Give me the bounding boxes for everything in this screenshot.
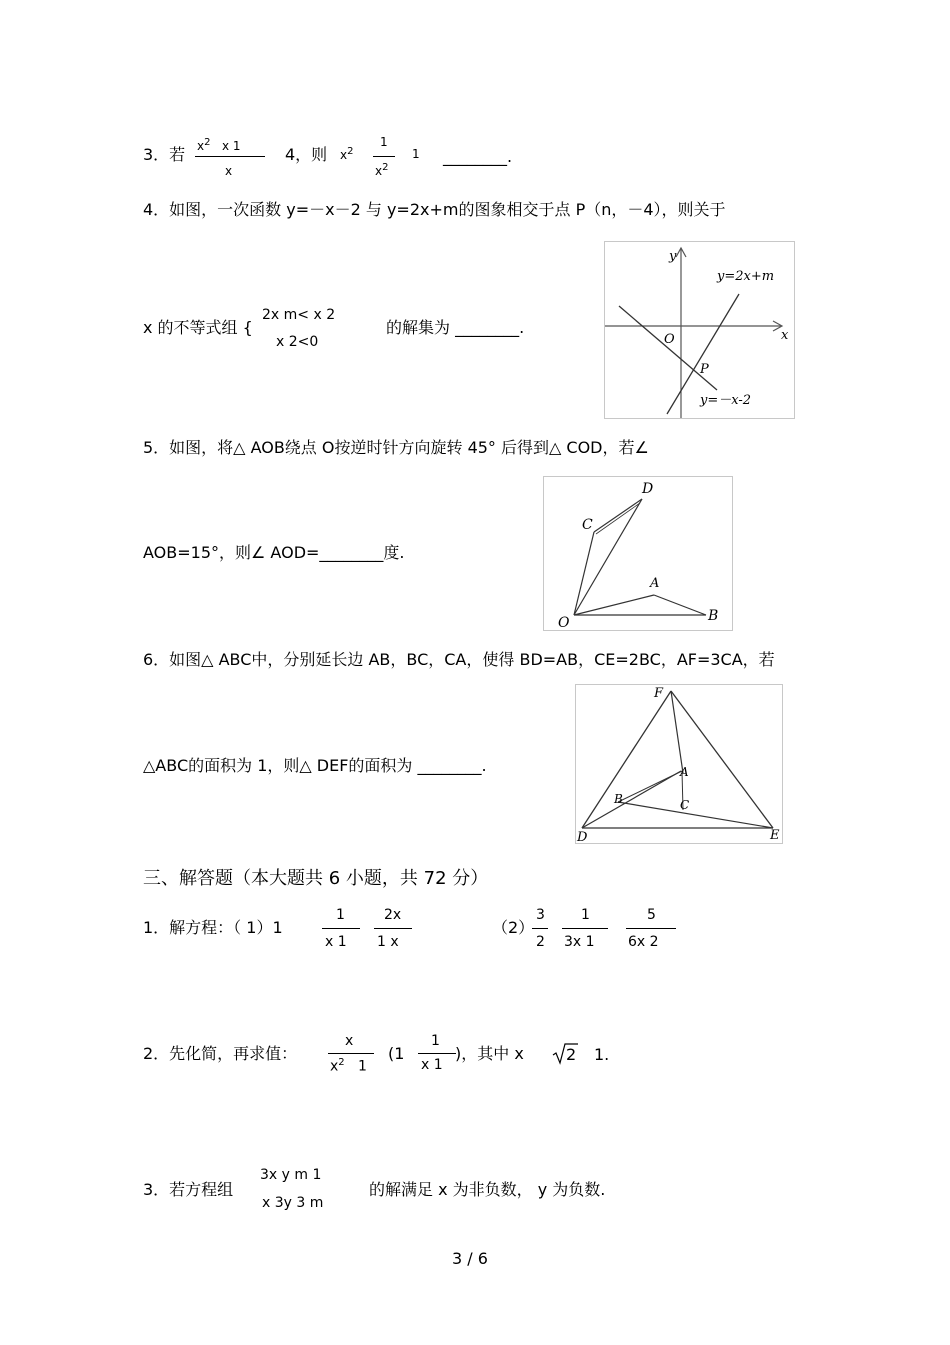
- p1-part2: （2）: [492, 918, 535, 937]
- p1-g3-bar: [626, 928, 676, 929]
- segment-ba: [618, 771, 682, 802]
- p2-f2-denominator: x 1: [421, 1057, 443, 1073]
- label-d: D: [642, 481, 654, 497]
- label-b: B: [708, 608, 719, 624]
- line-y-neg-x-2: [619, 306, 717, 390]
- label-e: E: [770, 828, 780, 843]
- p1-g2-denominator: 3x 1: [564, 934, 595, 950]
- segment-da: [582, 771, 681, 828]
- p1-f1-numerator: 1: [336, 907, 345, 923]
- p2-end: 1.: [594, 1045, 610, 1064]
- label-d: D: [577, 830, 588, 843]
- q4-line1: 4．如图，一次函数 y=－x－2 与 y=2x+m的图象相交于点 P（n，－4），则关于: [143, 200, 726, 219]
- label-o: O: [558, 615, 570, 630]
- section-heading: 三、解答题（本大题共 6 小题，共 72 分）: [143, 868, 489, 889]
- q3-x-squared: $x^2$: [340, 146, 354, 162]
- origin-label: O: [664, 332, 675, 347]
- p1-g1-bar: [532, 928, 548, 929]
- p3-number: 3．若方程组: [143, 1180, 234, 1199]
- segment-df: [582, 691, 671, 828]
- label-b: B: [614, 792, 623, 806]
- p1-f2-bar: [374, 928, 412, 929]
- p1-g3-numerator: 5: [647, 907, 656, 923]
- q3-frac2-numerator: 1: [380, 135, 388, 149]
- q4-graph-figure: [604, 241, 795, 419]
- p1-f2-denominator: 1 x: [377, 934, 399, 950]
- q4-suffix: 的解集为 ________.: [386, 318, 525, 337]
- p2-tail: )，其中 x: [455, 1044, 524, 1063]
- segment-cd-inner: [596, 503, 640, 534]
- q3-number: 3．若: [143, 145, 186, 164]
- line1-label: y=2x+m: [717, 269, 775, 284]
- q5-line2: AOB=15°，则∠ AOD=________度.: [143, 543, 405, 562]
- label-c: C: [582, 517, 593, 533]
- p2-f2-bar: [418, 1053, 456, 1054]
- p1-g1-numerator: 3: [536, 907, 545, 923]
- q3-frac1-bar: [195, 156, 265, 157]
- q5-line1: 5．如图，将△ AOB绕点 O按逆时针方向旋转 45° 后得到△ COD，若∠: [143, 438, 649, 457]
- p1-g2-numerator: 1: [581, 907, 590, 923]
- label-f: F: [654, 686, 664, 701]
- p2-f1-numerator: x: [345, 1033, 354, 1049]
- p2-paren-open: (1: [388, 1044, 405, 1063]
- q3-frac1-denominator: x: [225, 164, 233, 178]
- x-axis-label: x: [781, 328, 789, 343]
- p2-sqrt-radicand: 2: [566, 1045, 577, 1064]
- p1-f2-numerator: 2x: [384, 907, 402, 923]
- p2-f1-bar: [328, 1053, 374, 1054]
- p1-f1-bar: [322, 928, 360, 929]
- p1-g2-bar: [562, 928, 608, 929]
- y-axis-label: y: [669, 249, 677, 264]
- q3-frac2-bar: [373, 156, 395, 157]
- p3-system-row2: x 3y 3 m: [262, 1195, 324, 1211]
- q4-prefix: x 的不等式组 {: [143, 318, 253, 337]
- q3-frac2-denominator: $x^2$: [375, 162, 389, 178]
- q6-triangle-figure: [575, 684, 783, 844]
- segment-oc: [574, 532, 594, 615]
- q5-rotation-figure: [543, 476, 733, 631]
- p1-g3-denominator: 6x 2: [628, 934, 659, 950]
- p3-tail: 的解满足 x 为非负数， y 为负数.: [369, 1180, 606, 1199]
- p1-f1-denominator: x 1: [325, 934, 347, 950]
- label-a: A: [650, 576, 660, 591]
- q6-line1: 6．如图△ ABC中，分别延长边 AB，BC，CA，使得 BD=AB，CE=2BC，AF=3CA，若: [143, 650, 775, 669]
- point-p-label: P: [700, 362, 709, 377]
- line2-label: y=－x-2: [700, 393, 752, 408]
- label-c: C: [680, 798, 690, 812]
- segment-oa: [574, 595, 654, 615]
- q4-system-row1: 2x m< x 2: [262, 307, 336, 323]
- p2-f1-denominator: $x^2$ 1: [330, 1057, 367, 1075]
- q3-one: 1: [412, 147, 420, 161]
- p1-number: 1．解方程：（ 1）1: [143, 918, 283, 937]
- page-number: 3 / 6: [452, 1249, 488, 1268]
- segment-cd: [594, 499, 642, 532]
- q6-line2: △ABC的面积为 1，则△ DEF的面积为 ________.: [143, 756, 487, 775]
- segment-fc: [671, 691, 683, 773]
- p1-g1-denominator: 2: [536, 934, 545, 950]
- segment-be: [618, 802, 773, 828]
- label-a: A: [680, 765, 689, 779]
- p3-system-row1: 3x y m 1: [260, 1167, 322, 1183]
- q3-then: 4，则: [285, 145, 328, 164]
- q3-frac1-numerator: $x^2$ x 1: [197, 137, 241, 153]
- p2-number: 2．先化简，再求值：: [143, 1044, 298, 1063]
- segment-ab: [654, 595, 706, 615]
- q3-answer-blank: ________.: [443, 147, 513, 166]
- q4-system-row2: x 2<0: [276, 334, 319, 350]
- p2-f2-numerator: 1: [431, 1033, 440, 1049]
